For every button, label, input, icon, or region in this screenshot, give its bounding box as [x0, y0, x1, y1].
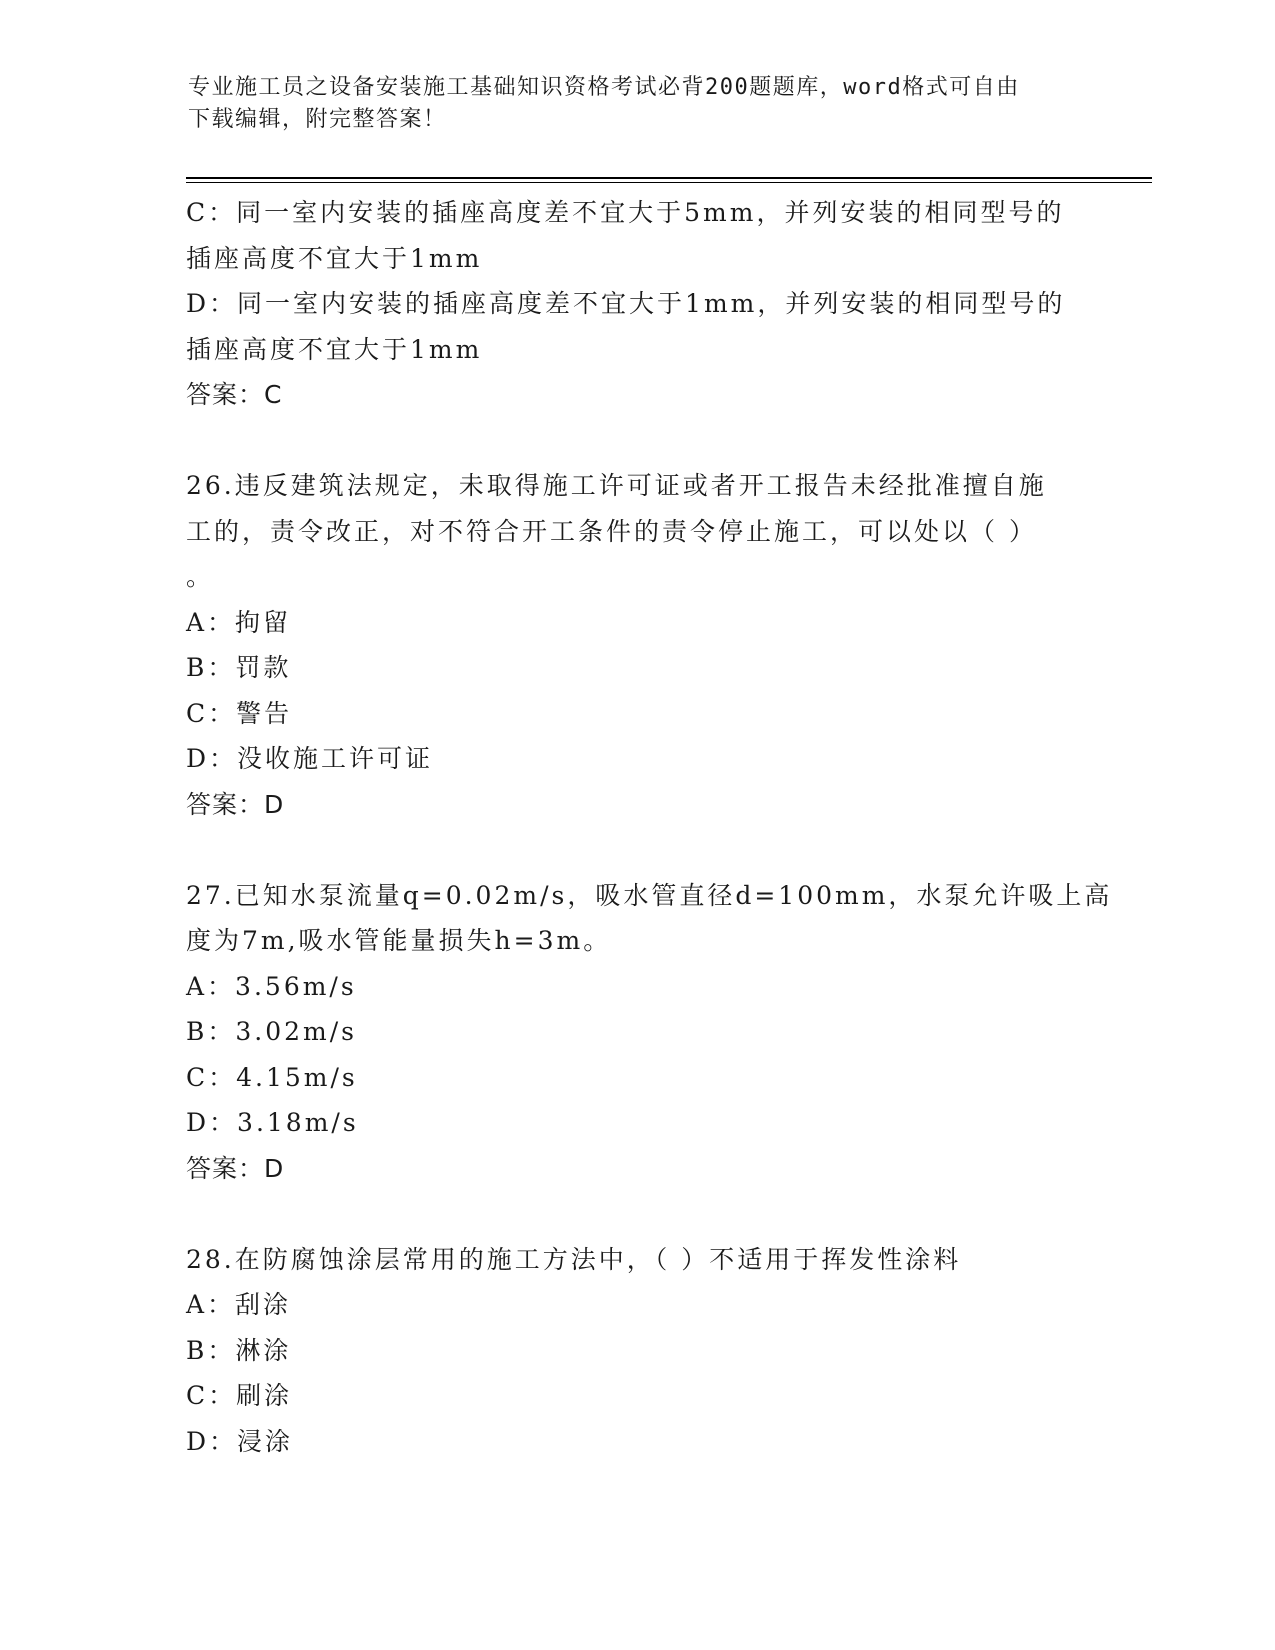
- option-b: B：淋涂: [186, 1335, 292, 1365]
- document-header: [188, 72, 1068, 136]
- option-a: A：拘留: [186, 607, 292, 637]
- question-25-tail: [186, 190, 1076, 418]
- question-stem-line-1: 28.在防腐蚀涂层常用的施工方法中，（ ）不适用于挥发性涂料: [186, 1244, 962, 1274]
- option-c-line-1: C：同一室内安装的插座高度差不宜大于5mm，并列安装的相同型号的: [186, 198, 1065, 227]
- header-line-1: 专业施工员之设备安装施工基础知识资格考试必背200题题库，word格式可自由: [188, 75, 1020, 100]
- question-stem-line-2: 工的，责令改正，对不符合开工条件的责令停止施工，可以处以（ ）: [186, 516, 1037, 546]
- question-26: [186, 463, 1076, 827]
- document-body: [186, 190, 1113, 1464]
- option-c: C：刷涂: [186, 1381, 293, 1410]
- question-stem-line-3: 。: [186, 562, 215, 591]
- option-d: D：没收施工许可证: [186, 744, 434, 773]
- header-divider: [186, 177, 1152, 179]
- option-c-line-2: 插座高度不宜大于1mm: [186, 243, 483, 273]
- question-27: [186, 873, 1113, 1192]
- spacer: [186, 1191, 1076, 1237]
- question-28: [186, 1237, 1076, 1465]
- header-line-2: 下载编辑，附完整答案！: [188, 107, 447, 132]
- question-stem-line-1: 26.违反建筑法规定，未取得施工许可证或者开工报告未经批准擅自施: [186, 471, 1047, 500]
- spacer: [186, 827, 1076, 873]
- answer: 答案：D: [186, 1153, 285, 1183]
- option-b: B：3.02m/s: [186, 1017, 357, 1046]
- option-a: A：刮涂: [186, 1290, 292, 1319]
- question-stem-line-2: 度为7m,吸水管能量损失h=3m。: [186, 926, 612, 955]
- option-c: C：警告: [186, 698, 293, 728]
- option-d-line-1: D：同一室内安装的插座高度差不宜大于1mm，并列安装的相同型号的: [186, 289, 1066, 318]
- option-c: C：4.15m/s: [186, 1062, 358, 1092]
- option-d-line-2: 插座高度不宜大于1mm: [186, 334, 483, 364]
- option-b: B：罚款: [186, 653, 292, 682]
- answer: 答案：D: [186, 789, 285, 819]
- spacer: [186, 418, 1076, 464]
- answer: 答案：C: [186, 380, 283, 409]
- question-stem-line-1: 27.已知水泵流量q=0.02m/s，吸水管直径d=100mm，水泵允许吸上高: [186, 880, 1113, 910]
- option-a: A：3.56m/s: [186, 971, 357, 1001]
- option-d: D：3.18m/s: [186, 1108, 359, 1137]
- option-d: D：浸涂: [186, 1426, 294, 1456]
- header-divider-thin: [186, 182, 1152, 183]
